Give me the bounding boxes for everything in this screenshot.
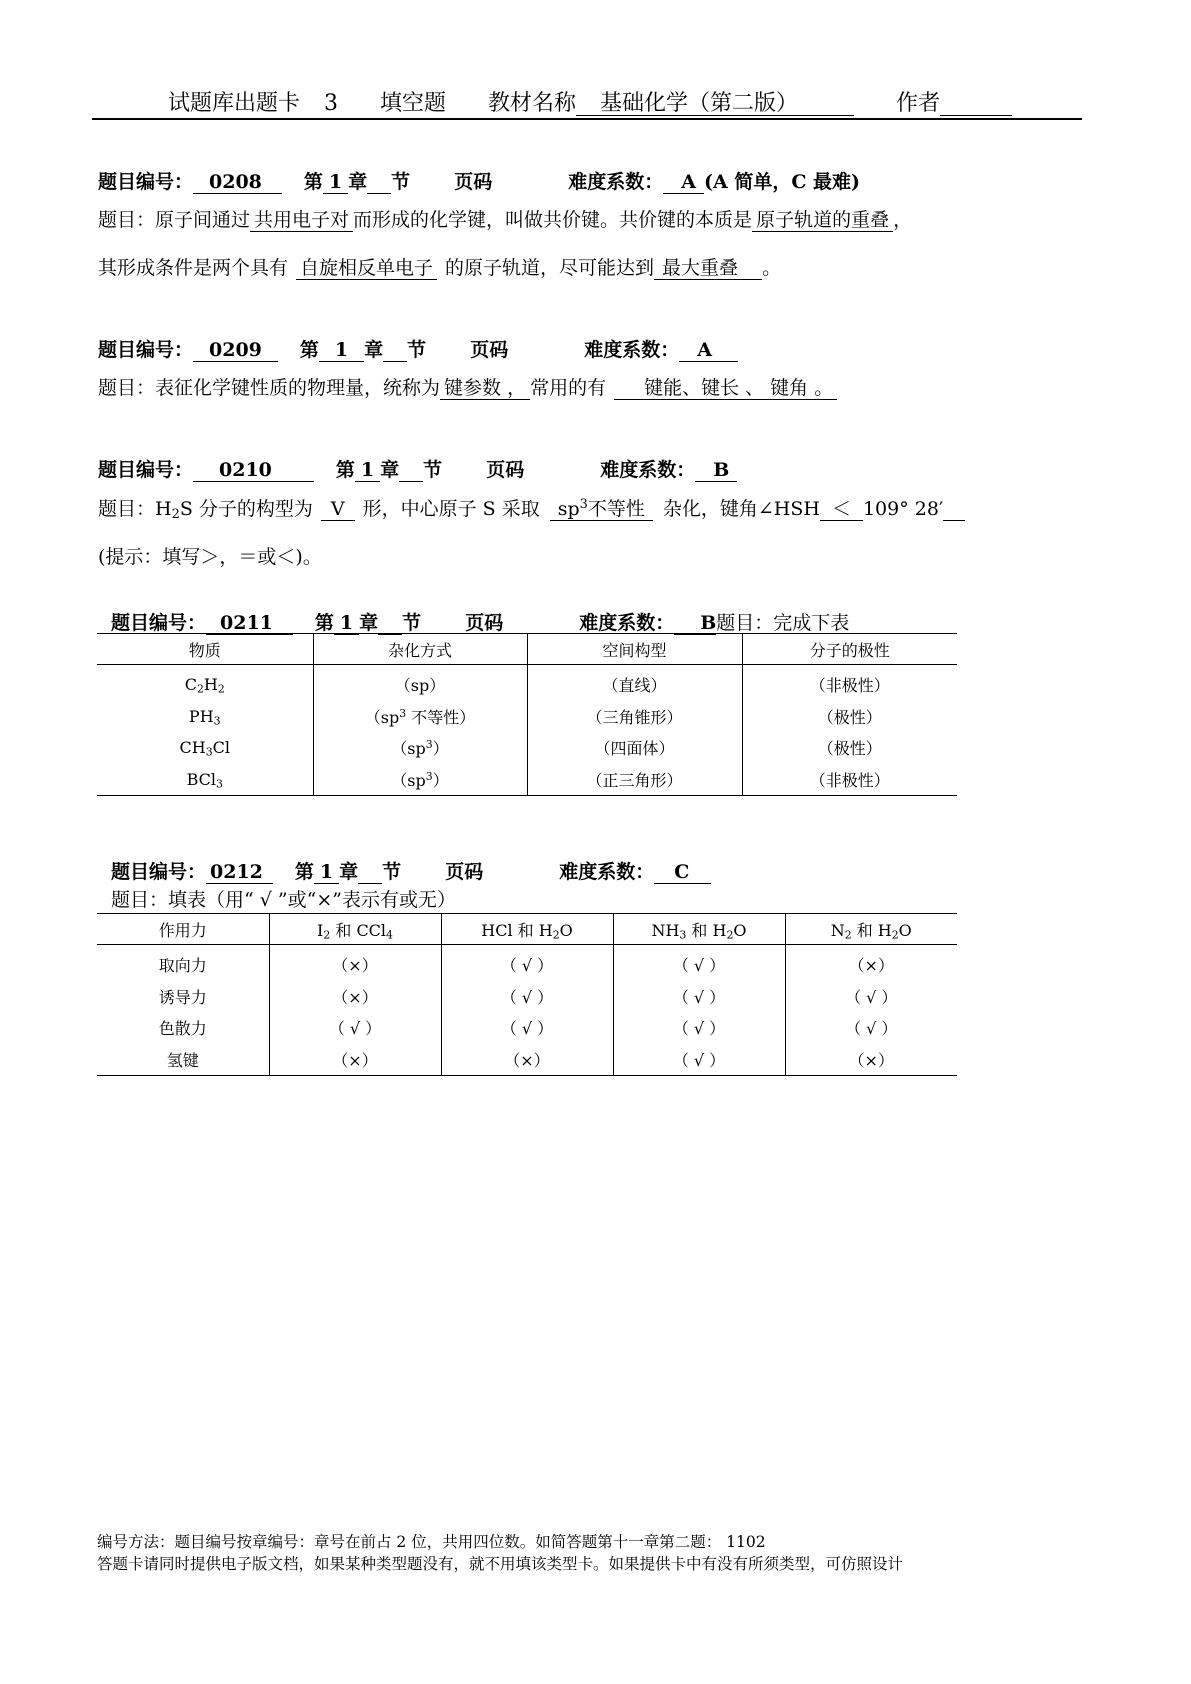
answer-blank: V <box>321 500 355 521</box>
question-type: 填空题 <box>380 91 447 116</box>
card-number: 3 <box>324 91 339 116</box>
answer-blank-hybridization <box>550 496 653 521</box>
chapter-suffix: 章 <box>348 171 368 193</box>
subscript: 2 <box>171 507 180 523</box>
table-row <box>97 1012 957 1044</box>
mark-cell: （×） <box>269 1044 441 1076</box>
q-text: 完成下表 <box>773 612 850 634</box>
superscript: 3 <box>579 496 588 512</box>
cell-text: （sp） <box>394 676 446 696</box>
superscript: 3 <box>425 738 433 752</box>
force-cell: 氢键 <box>97 1044 269 1076</box>
q-text: S 分子的构型为 <box>179 498 313 520</box>
chapter-suffix: 章 <box>339 861 359 883</box>
q0210-meta <box>98 455 737 482</box>
q0210-line1 <box>98 494 965 521</box>
page-label: 页码 <box>454 171 493 193</box>
formula-text: PH <box>188 706 214 726</box>
table-row <box>97 764 957 796</box>
answer-blank: 键能、键长 、 键角 。 <box>614 379 837 400</box>
q-text: 常用的有 <box>530 377 607 399</box>
section-label: 节 <box>382 861 402 883</box>
header-text: NH <box>651 920 680 940</box>
q0211-table <box>97 633 957 796</box>
difficulty-label: 难度系数： <box>559 861 655 883</box>
polarity-cell: （非极性） <box>809 676 890 696</box>
chapter-prefix: 第 <box>314 612 334 634</box>
answer-blank: 共用电子对 <box>250 211 353 232</box>
answer-blank: 键参数 ， <box>440 379 530 400</box>
q0209-meta <box>98 335 738 362</box>
q-text: 其形成条件是两个具有 <box>98 257 289 279</box>
chapter-value: 1 <box>334 614 359 635</box>
formula-text: CH <box>179 738 206 758</box>
subscript: 2 <box>196 682 204 696</box>
mark-cell: （ √ ） <box>441 945 613 981</box>
textbook-label: 教材名称 <box>488 91 577 116</box>
textbook-name: 基础化学（第二版） <box>576 92 854 116</box>
answer-blank: 原子轨道的重叠 <box>752 211 893 232</box>
q-text: ， <box>893 209 913 231</box>
mark-cell: （×） <box>785 1044 957 1076</box>
hybridization-cell <box>313 701 527 733</box>
column-header: 空间构型 <box>527 634 742 665</box>
table-row <box>97 945 957 981</box>
q-no-value: 0211 <box>206 614 293 635</box>
answer-blank: 最大重叠 <box>654 259 762 280</box>
q-no-value: 0209 <box>193 341 278 362</box>
substance-cell <box>97 665 313 701</box>
q-text: 。 <box>762 257 782 279</box>
header-text: 和 H <box>686 920 727 940</box>
q-no-label: 题目编号： <box>98 339 194 361</box>
q-no-value: 0210 <box>193 461 314 482</box>
q0208-line2 <box>98 253 781 280</box>
shape-cell: （三角锥形） <box>527 701 742 733</box>
difficulty-label: 难度系数： <box>600 459 696 481</box>
q-no-label: 题目编号： <box>111 861 207 883</box>
subscript: 2 <box>726 928 734 942</box>
column-header <box>441 914 613 945</box>
q-no-value: 0212 <box>206 863 273 884</box>
trailing-blank <box>943 500 965 521</box>
force-cell: 取向力 <box>97 945 269 981</box>
difficulty-value: B <box>674 614 716 635</box>
difficulty-value: A <box>679 341 738 362</box>
card-title: 试题库出题卡 <box>168 91 301 116</box>
q0210-hint: (提示：填写＞，＝或＜)。 <box>98 546 322 568</box>
subscript: 3 <box>205 745 213 759</box>
section-field <box>378 614 402 635</box>
header-text: I <box>317 920 324 940</box>
header-text: O <box>559 920 573 940</box>
subscript: 2 <box>217 682 225 696</box>
card-header <box>168 86 1012 117</box>
formula-text: H <box>203 675 218 695</box>
header-text: N <box>830 920 845 940</box>
page-label: 页码 <box>470 339 509 361</box>
shape-cell: （直线） <box>527 665 742 701</box>
q-prefix: 题目： <box>98 209 156 231</box>
mark-cell: （ √ ） <box>269 1012 441 1044</box>
q-prefix: 题目： <box>98 498 156 520</box>
subscript: 4 <box>386 928 393 942</box>
q-text: 表征化学键性质的物理量，统称为 <box>155 377 441 399</box>
section-label: 节 <box>391 171 411 193</box>
q0208-line1 <box>98 205 912 232</box>
chapter-suffix: 章 <box>364 339 384 361</box>
q-no-value: 0208 <box>193 173 282 194</box>
hybridization-cell <box>313 764 527 796</box>
section-label: 节 <box>407 339 427 361</box>
subscript: 2 <box>323 928 331 942</box>
chapter-value: 1 <box>323 173 348 194</box>
subscript: 2 <box>552 928 560 942</box>
q-text: 杂化，键角∠HSH <box>662 498 820 520</box>
q-text: 形，中心原子 S 采取 <box>362 498 540 520</box>
q-text: 填表（用“ √ ”或“×”表示有或无） <box>168 889 456 911</box>
q0212-meta <box>111 857 711 884</box>
q-text: 而形成的化学键，叫做共价键。共价键的本质是 <box>353 209 753 231</box>
cell-text: ） <box>432 739 449 759</box>
shape-cell: （四面体） <box>527 732 742 764</box>
cell-text: 不等性） <box>406 707 476 727</box>
subscript: 2 <box>844 928 852 942</box>
substance-cell <box>97 764 313 796</box>
q-prefix: 题目： <box>111 889 169 911</box>
shape-cell: （正三角形） <box>527 764 742 796</box>
page-label: 页码 <box>445 861 484 883</box>
chapter-value: 1 <box>314 863 339 884</box>
superscript: 3 <box>399 706 407 720</box>
section-field <box>383 341 407 362</box>
mark-cell: （×） <box>269 981 441 1013</box>
header-text: O <box>898 920 912 940</box>
footer-note-2: 答题卡请同时提供电子版文档，如果某种类型题没有，就不用填该类型卡。如果提供卡中有没有所须类型，可仿照设计 <box>97 1555 904 1573</box>
q0212-table <box>97 913 957 1076</box>
header-rule <box>92 118 1082 120</box>
q-text: 原子间通过 <box>155 209 251 231</box>
formula-text: BCl <box>186 769 216 789</box>
mark-cell: （ √ ） <box>845 1019 898 1039</box>
page-label: 页码 <box>486 459 525 481</box>
formula-text: C <box>184 675 197 695</box>
difficulty-label: 难度系数： <box>579 612 675 634</box>
substance-cell <box>97 701 313 733</box>
mark-cell: （×） <box>269 945 441 981</box>
answer-blank: ＜ <box>820 500 863 521</box>
table-row <box>97 1044 957 1076</box>
q0211-meta <box>111 608 849 635</box>
answer-text: 不等性 <box>587 498 645 520</box>
header-text: 和 H <box>851 920 892 940</box>
answer-blank: 自旋相反单电子 <box>296 259 437 280</box>
section-field <box>367 173 391 194</box>
column-header <box>269 914 441 945</box>
substance-cell <box>97 732 313 764</box>
force-cell: 色散力 <box>97 1012 269 1044</box>
q0208-meta <box>98 167 860 194</box>
table-header-row <box>97 634 957 665</box>
polarity-cell: （极性） <box>817 739 882 759</box>
footer-note-1: 编号方法：题目编号按章编号：章号在前占 2 位，共用四位数。如简答题第十一章第二题： 1102 <box>97 1533 766 1551</box>
chapter-value: 1 <box>319 341 364 362</box>
q-no-label: 题目编号： <box>111 612 207 634</box>
section-label: 节 <box>402 612 422 634</box>
q-text: H <box>155 498 172 520</box>
q0209-line1 <box>98 373 837 400</box>
header-text: O <box>733 920 747 940</box>
subscript: 2 <box>891 928 899 942</box>
author-label: 作者 <box>896 91 941 116</box>
cell-text: ） <box>432 770 449 790</box>
difficulty-value: A <box>663 173 704 194</box>
table-row <box>97 732 957 764</box>
force-cell: 诱导力 <box>97 981 269 1013</box>
chapter-prefix: 第 <box>299 339 319 361</box>
table-row <box>97 701 957 733</box>
chapter-suffix: 章 <box>359 612 379 634</box>
difficulty-label: 难度系数： <box>568 171 664 193</box>
chapter-prefix: 第 <box>294 861 314 883</box>
subscript: 3 <box>679 928 687 942</box>
q-no-label: 题目编号： <box>98 171 194 193</box>
chapter-prefix: 第 <box>303 171 323 193</box>
difficulty-value: C <box>654 863 711 884</box>
q-prefix: 题目： <box>716 612 774 634</box>
superscript: 3 <box>425 769 433 783</box>
difficulty-note: (A 简单，C 最难) <box>703 171 861 193</box>
mark-cell: （ √ ） <box>613 981 785 1013</box>
header-text: 和 CCl <box>330 920 387 940</box>
formula-text: Cl <box>212 738 230 758</box>
section-field <box>399 461 423 482</box>
q-text: 的原子轨道，尽可能达到 <box>445 257 655 279</box>
column-header: 物质 <box>97 634 313 665</box>
hybridization-cell <box>313 732 527 764</box>
chapter-prefix: 第 <box>335 459 355 481</box>
table-header-row <box>97 914 957 945</box>
table-row <box>97 981 957 1013</box>
cell-text: （sp <box>364 707 400 727</box>
chapter-suffix: 章 <box>380 459 400 481</box>
answer-text: sp <box>557 498 580 520</box>
mark-cell: （×） <box>848 956 894 976</box>
subscript: 3 <box>216 777 223 791</box>
polarity-cell: （非极性） <box>742 764 957 796</box>
q-prefix: 题目： <box>98 377 156 399</box>
section-label: 节 <box>423 459 443 481</box>
column-header: 分子的极性 <box>742 634 957 665</box>
column-header: 作用力 <box>97 914 269 945</box>
table-row <box>97 665 957 701</box>
page-label: 页码 <box>465 612 504 634</box>
cell-text: （sp <box>391 739 426 759</box>
column-header: 杂化方式 <box>313 634 527 665</box>
q-text: 109° 28′ <box>862 498 944 520</box>
cell-text: （sp <box>391 770 426 790</box>
q0212-line1 <box>111 885 456 912</box>
difficulty-label: 难度系数： <box>584 339 680 361</box>
mark-cell: （ √ ） <box>613 1044 785 1076</box>
section-field <box>358 863 382 884</box>
q-no-label: 题目编号： <box>98 459 194 481</box>
chapter-value: 1 <box>355 461 380 482</box>
subscript: 3 <box>213 714 221 728</box>
mark-cell: （ √ ） <box>441 981 613 1013</box>
mark-cell: （ √ ） <box>613 1012 785 1044</box>
hybridization-cell <box>313 665 527 701</box>
column-header <box>613 914 785 945</box>
author-field <box>940 92 1012 116</box>
difficulty-value: B <box>695 461 737 482</box>
mark-cell: （ √ ） <box>613 945 785 981</box>
mark-cell: （ √ ） <box>441 1012 613 1044</box>
mark-cell: （×） <box>441 1044 613 1076</box>
column-header <box>785 914 957 945</box>
mark-cell: （ √ ） <box>845 987 898 1007</box>
header-text: HCl 和 H <box>481 920 553 940</box>
polarity-cell: （极性） <box>817 707 882 727</box>
